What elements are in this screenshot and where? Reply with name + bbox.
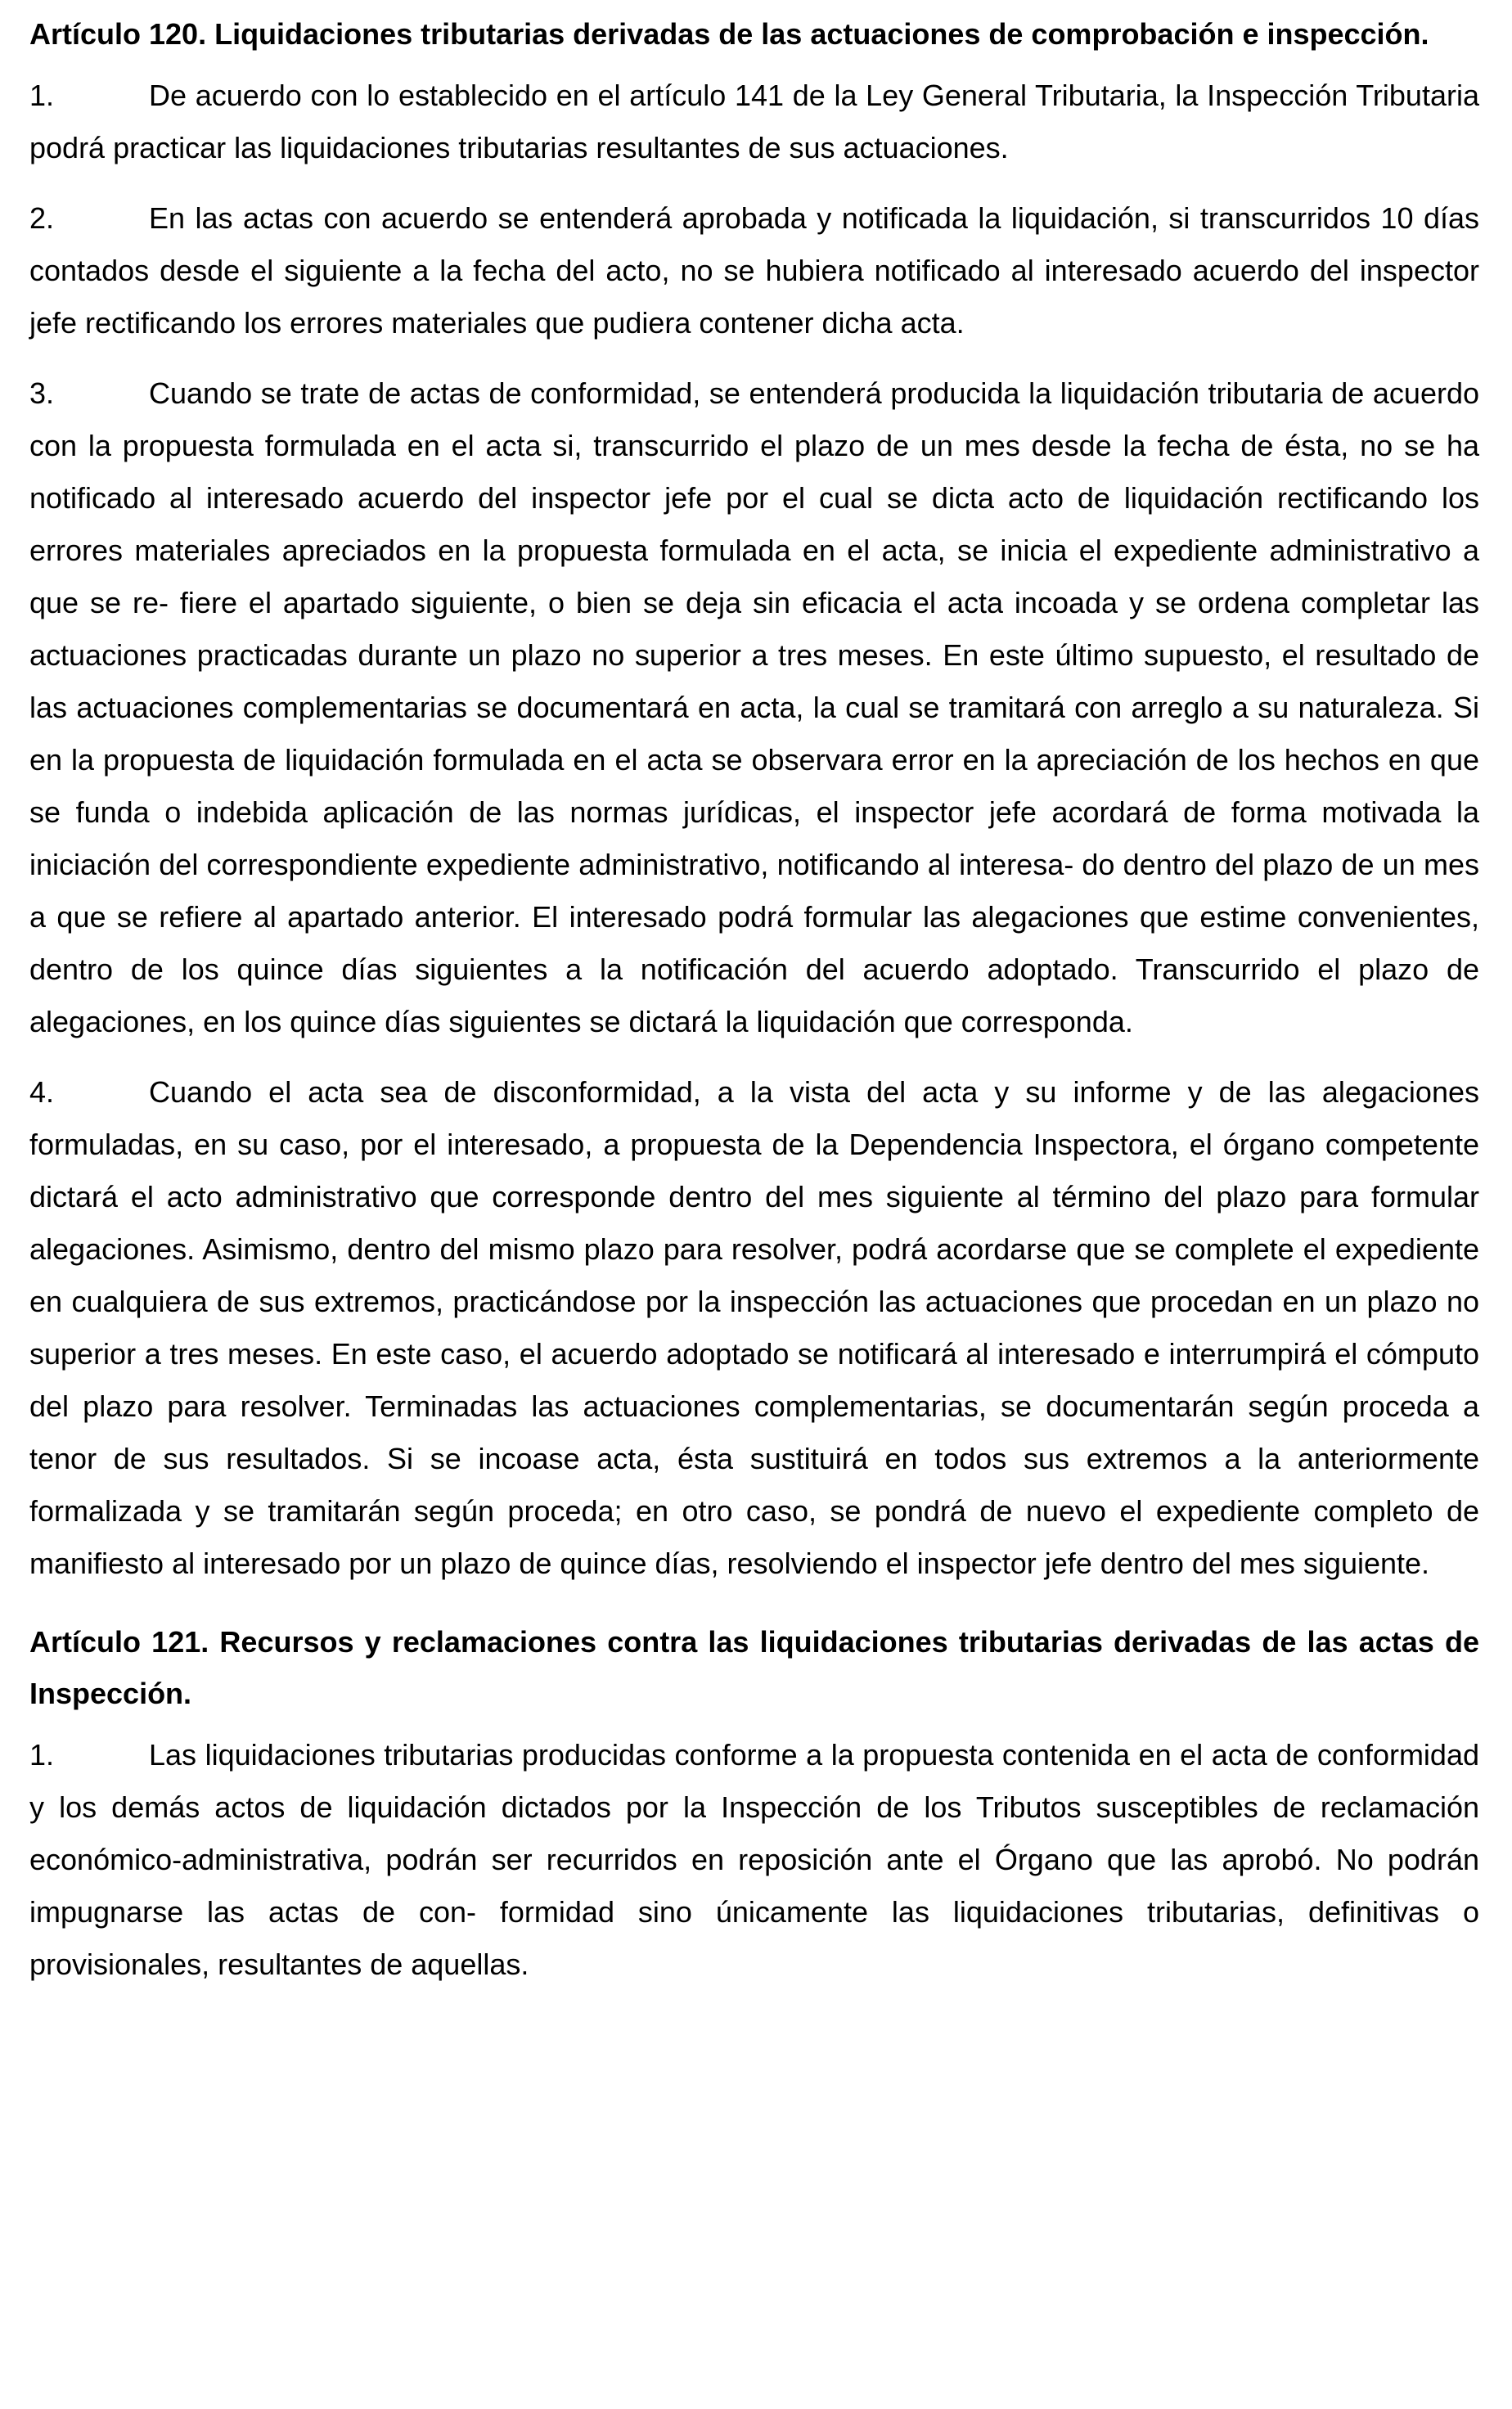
article-121-heading: Artículo 121. Recursos y reclamaciones contra las liquidaciones tributarias derivadas de las actas de Inspección. (29, 1625, 1479, 1710)
paragraph-number: 1. (29, 79, 55, 112)
article-121-paragraph-1 (29, 1729, 1479, 1991)
article-120-heading: Artículo 120. Liquidaciones tributarias derivadas de las actuaciones de comprobación e inspección. (29, 17, 1429, 51)
paragraph-number: 3. (29, 376, 55, 410)
article-120-paragraph-3 (29, 367, 1479, 1048)
paragraph-text: Las liquidaciones tributarias producidas conforme a la propuesta contenida en el acta de conformidad y los demás actos de liquidación dictados por la Inspección de los Tributos susceptibles de reclamación económico-administrativa, podrán ser recurridos en reposición ante el Órgano que las aprobó. No podrán impugnarse las actas de con- formidad sino únicamente las liquidaciones tributarias, definitivas o provisionales, resultantes de aquellas. (29, 1738, 1479, 1981)
paragraph-number: 1. (29, 1738, 55, 1772)
paragraph-text: En las actas con acuerdo se entenderá aprobada y notificada la liquidación, si transcurridos 10 días contados desde el siguiente a la fecha del acto, no se hubiera notificado al interesado acuerdo del inspector jefe rectificando los errores materiales que pudiera contener dicha acta. (29, 201, 1479, 340)
article-120-paragraph-4 (29, 1066, 1479, 1590)
paragraph-text: Cuando el acta sea de disconformidad, a la vista del acta y su informe y de las alegaciones formuladas, en su caso, por el interesado, a propuesta de la Dependencia Inspectora, el órgano competente dictará el acto administrativo que corresponde dentro del mes siguiente al término del plazo para formular alegaciones. Asimismo, dentro del mismo plazo para resolver, podrá acordarse que se complete el expediente en cualquiera de sus extremos, practicándose por la inspección las actuaciones que procedan en un plazo no superior a tres meses. En este caso, el acuerdo adoptado se notificará al interesado e interrumpirá el cómputo del plazo para resolver. Terminadas las actuaciones complementarias, se documentarán según proceda a tenor de sus resultados. Si se incoase acta, ésta sustituirá en todos sus extremos a la anteriormente formalizada y se tramitarán según proceda; en otro caso, se pondrá de nuevo el expediente completo de manifiesto al interesado por un plazo de quince días, resolviendo el inspector jefe dentro del mes siguiente. (29, 1075, 1479, 1580)
paragraph-number: 2. (29, 201, 55, 235)
paragraph-text: Cuando se trate de actas de conformidad, se entenderá producida la liquidación tributaria de acuerdo con la propuesta formulada en el acta si, transcurrido el plazo de un mes desde la fecha de ésta, no se ha notificado al interesado acuerdo del inspector jefe por el cual se dicta acto de liquidación rectificando los errores materiales apreciados en la propuesta formulada en el acta, se inicia el expediente administrativo a que se re- fiere el apartado siguiente, o bien se deja sin eficacia el acta incoada y se ordena completar las actuaciones practicadas durante un plazo no superior a tres meses. En este último supuesto, el resultado de las actuaciones complementarias se documentará en acta, la cual se tramitará con arreglo a su naturaleza. Si en la propuesta de liquidación formulada en el acta se observara error en la apreciación de los hechos en que se funda o indebida aplicación de las normas jurídicas, el inspector jefe acordará de forma motivada la iniciación del correspondiente expediente administrativo, notificando al interesa- do dentro del plazo de un mes a que se refiere al apartado anterior. El interesado podrá formular las alegaciones que estime convenientes, dentro de los quince días siguientes a la notificación del acuerdo adoptado. Transcurrido el plazo de alegaciones, en los quince días siguientes se dictará la liquidación que corresponda. (29, 376, 1479, 1038)
paragraph-number: 4. (29, 1075, 55, 1109)
article-120-paragraph-1 (29, 70, 1479, 174)
document-page (29, 0, 1479, 1991)
article-120-paragraph-2 (29, 192, 1479, 349)
paragraph-text: De acuerdo con lo establecido en el artículo 141 de la Ley General Tributaria, la Inspección Tributaria podrá practicar las liquidaciones tributarias resultantes de sus actuaciones. (29, 79, 1479, 164)
